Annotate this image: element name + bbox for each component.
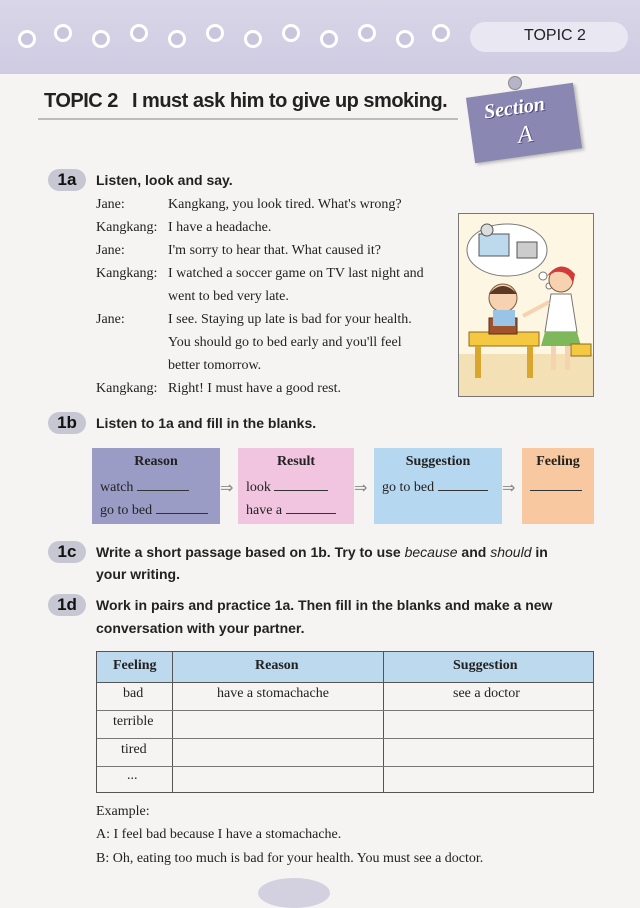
instruction-text: and [457,544,491,560]
dialogue-illustration [458,213,594,397]
table-cell: have a stomachache [217,686,329,701]
exercise-number-badge: 1d [48,594,86,616]
example-line: B: Oh, eating too much is bad for your health. You must see a doctor. [96,851,484,866]
column-divider [383,652,384,792]
feeling-box [522,448,594,524]
table-cell: tired [121,742,147,757]
box-line [530,478,582,496]
top-banner [0,0,640,74]
topic-pill-label: TOPIC 2 [524,27,586,44]
topic-pill [470,22,628,52]
column-header-suggestion: Suggestion [453,658,518,673]
row-divider [97,710,593,711]
right-arrow-icon: ⇒ [354,478,368,497]
speech-text: I'm sorry to hear that. What caused it? [168,243,381,258]
right-arrow-icon: ⇒ [220,478,234,497]
circle-decoration [432,24,450,42]
circle-decoration [282,24,300,42]
box-heading: Feeling [536,454,580,469]
title-divider [38,118,458,120]
page-title [44,90,447,113]
page-number-tab [258,878,330,908]
exercise-instruction [96,541,548,563]
speech-text: I watched a soccer game on TV last night and [168,266,424,281]
section-letter: A [515,121,535,149]
circle-decoration [54,24,72,42]
title-topic: TOPIC 2 [44,90,118,112]
instruction-italic: should [490,544,532,560]
exercise-number-badge: 1a [48,169,86,191]
circle-decoration [130,24,148,42]
speaker-label: Kangkang: [96,220,158,235]
fill-blank[interactable] [137,478,189,491]
table-cell: bad [123,686,144,701]
box-heading: Reason [134,454,178,469]
exercise-instruction: Listen, look and say. [96,172,233,188]
speech-text: I see. Staying up late is bad for your health. [168,312,412,327]
fill-blank[interactable] [438,478,488,491]
column-header-feeling: Feeling [113,658,157,673]
box-line-text: watch [100,480,134,495]
suggestion-box [374,448,502,524]
box-line [382,478,488,496]
speech-text: Kangkang, you look tired. What's wrong? [168,197,402,212]
fill-blank[interactable] [530,478,582,491]
circle-decoration [92,30,110,48]
result-box [238,448,354,524]
box-heading: Result [276,454,316,469]
exercise-instruction-continued: your writing. [96,566,180,582]
speaker-label: Kangkang: [96,266,158,281]
section-word: Section [482,93,547,124]
speech-text: I have a headache. [168,220,272,235]
box-line-text: go to bed [100,503,153,518]
speech-text: better tomorrow. [168,358,262,373]
section-tag [466,83,582,163]
box-line-text: have a [246,503,283,518]
column-header-reason: Reason [255,658,299,673]
table-cell: see a doctor [453,686,520,701]
circle-decoration [358,24,376,42]
exercise-number-badge: 1b [48,412,86,434]
speaker-label: Jane: [96,197,125,212]
box-line [246,501,336,519]
right-arrow-icon: ⇒ [502,478,516,497]
speech-text: went to bed very late. [168,289,289,304]
exercise-number-badge: 1c [48,541,86,563]
table-cell: terrible [113,714,154,729]
speech-text: Right! I must have a good rest. [168,381,342,396]
exercise-instruction-continued: conversation with your partner. [96,620,305,636]
exercise-instruction: Work in pairs and practice 1a. Then fill in the blanks and make a new [96,597,553,613]
speaker-label: Jane: [96,243,125,258]
circle-decoration [168,30,186,48]
fill-blank[interactable] [286,501,336,514]
instruction-text: Write a short passage based on 1b. Try to use [96,544,405,560]
example-label: Example: [96,804,150,819]
illustration-drawing [459,214,593,396]
circle-decoration [244,30,262,48]
box-line-text: go to bed [382,480,435,495]
instruction-italic: because [404,544,458,560]
speaker-label: Kangkang: [96,381,158,396]
row-divider [97,766,593,767]
example-line: A: I feel bad because I have a stomachache. [96,827,342,842]
conversation-table [96,651,594,793]
box-line [100,478,189,496]
box-line [246,478,328,496]
box-line [100,501,208,519]
speech-text: You should go to bed early and you'll feel [168,335,402,350]
column-divider [172,652,173,792]
pin-icon [508,76,522,90]
circle-decoration [396,30,414,48]
row-divider [97,738,593,739]
circle-decoration [206,24,224,42]
exercise-instruction: Listen to 1a and fill in the blanks. [96,415,317,431]
speaker-label: Jane: [96,312,125,327]
reason-box [92,448,220,524]
table-cell: ... [127,768,138,783]
instruction-text: in [531,544,548,560]
title-text: I must ask him to give up smoking. [131,90,448,112]
circle-decoration [320,30,338,48]
box-heading: Suggestion [405,454,471,469]
box-line-text: look [246,480,271,495]
fill-blank[interactable] [156,501,208,514]
fill-blank[interactable] [274,478,328,491]
circle-decoration [18,30,36,48]
